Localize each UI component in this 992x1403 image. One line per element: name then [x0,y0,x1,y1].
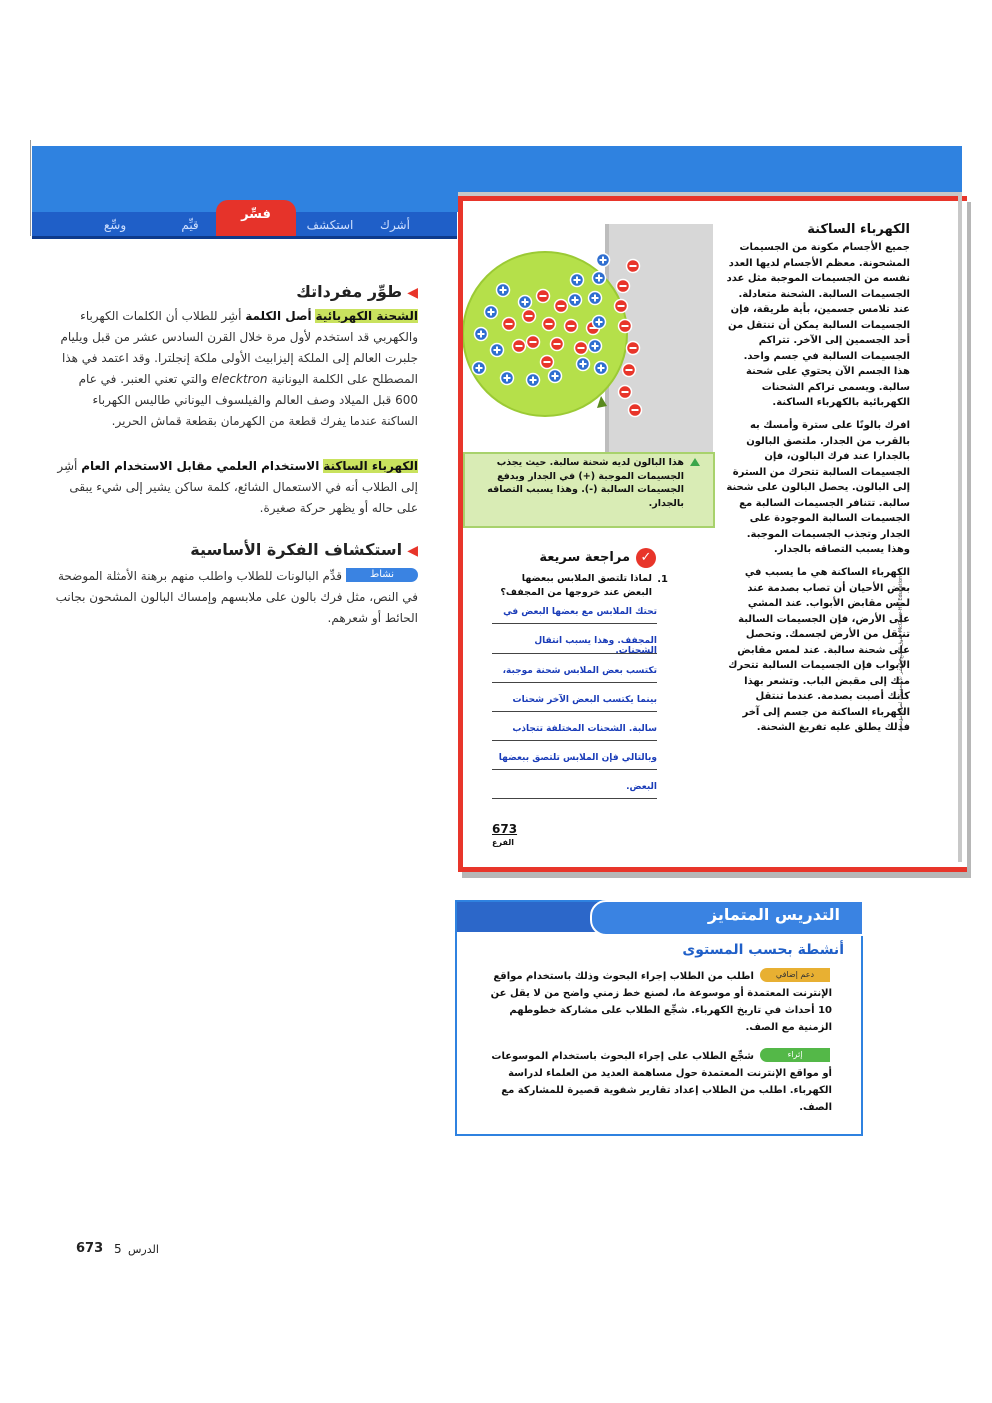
negative-charge-icon-sign [546,323,553,325]
caption-triangle-icon [690,458,700,466]
tab-extend[interactable]: وسِّع [103,218,127,232]
positive-charge-icon-sign-v [480,331,482,338]
answer-line-3: تكتسب بعض الملابس شحنة موجبة، [502,666,657,676]
negative-charge-icon-sign [622,325,629,327]
negative-charge-icon-sign [506,323,513,325]
student-para-1: جميع الأجسام مكونة من الجسيمات المشحونة. معظم الأجسام لديها العدد نفسه من الجسيمات الموجبة مثل عدد الجسيمات السالبة. الشحنة متعادلة. عند تلامس جسمين، بأية طريقة، فإن الجسيمات السالبة يمكن أن تنتقل من أحد الجسمين إلى الآخر. تتراكم الجسيمات السالبة في جسم واحد. هذا الجسم الآن يحتوي على شحنة سالبة. ويسمى تراكم الشحنات الكهربائية بالكهرباء الساكنة. [726,242,910,408]
positive-charge-icon-sign-v [524,299,526,306]
support-text: اطلب من الطلاب إجراء البحوث وذلك باستخدام مواقع الإنترنت المعتمدة أو موسوعة ما، لصنع خط زمني واضح من لا يقل عن 10 أحداث في تاريخ الكهرباء. شجِّع الطلاب على مشاركة خطوطهم الزمنية مع الصف. [490,971,832,1033]
answer-line-7: البعض. [626,782,657,792]
positive-charge-icon-sign-v [502,287,504,294]
explore-section-heading: ◀ استكشاف الفكرة الأساسية [190,540,418,559]
student-page-title: الكهرباء الساكنة [807,222,910,237]
negative-charge-icon-sign [620,285,627,287]
positive-charge-icon-sign-v [478,365,480,372]
positive-charge-icon-sign-v [574,297,576,304]
positive-charge-icon-sign-v [594,343,596,350]
answer-rule-7 [492,797,657,799]
vocab-text-1b: والتي تعني العنبر. في عام 600 قبل الميلاد وصف العالم والفيلسوف اليوناني طاليس الكهرباء الساكنة عندما يفرك قطعة من الكهرمان بقطعة قماش الحرير. [78,372,418,428]
explore-text: قدِّم البالونات للطلاب واطلب منهم برهنة الأمثلة الموضحة في النص، مثل فرك بالون على ملابسهم وإمساك البالون المشحون بجانب الحائط أو شعرهم. [55,569,418,625]
tab-evaluate[interactable]: قيِّم [181,218,199,232]
vocab-term-1: الشحنة الكهربائية [315,309,418,323]
negative-charge-icon-sign [578,347,585,349]
negative-charge-icon-sign [618,305,625,307]
answer-rule-1 [492,622,657,624]
answer-rule-6 [492,768,657,770]
student-para-3: الكهرباء الساكنة هي ما يسبب في بعض الأحيان أن تصاب بصدمة عند لمس مقابض الأبواب. عند المشي على الأرض، فإن الجسيمات السالبة تنتقل من الأرض لجسمك. وتحصل على شحنة سالبة. عند لمس مقابض الأبواب فإن الجسيمات السالبة تتحرك منك إلى مقبض الباب. وتشعر بهذا كأنك أصبت بصدمة. عندما تنتقل الكهرباء الساكنة من جسم إلى آخر فذلك يطلق عليه تفريغ الشحنة. [728,567,910,733]
vocab-entry-1 [52,306,418,432]
positive-charge-icon-sign-v [600,365,602,372]
vocab-greek-word: elecktron [211,372,268,386]
negative-charge-icon-sign [544,361,551,363]
balloon-wall-illustration [463,224,713,452]
positive-charge-icon-sign-v [532,377,534,384]
negative-charge-icon-sign [626,369,633,371]
student-page-label: الفرع [492,838,514,847]
student-para-2: افرك بالونًا على سترة وأمسك به بالقرب من الجدار. ملتصق البالون بالجدارا عند فرك البالون، فإن الجسيمات السالبة تتحرك من السترة إلى البالون. يحصل البالون على شحنة سالبة. تتنافر الجسيمات السالبة مع الجسيمات السالبة الموجودة على الجدار وتجذب الجسيمات الموجبة. وهذا يسبب التصاقه بالجدار. [726,420,910,555]
vocab-entry-2 [52,456,418,519]
positive-charge-icon-sign-v [506,375,508,382]
positive-charge-icon-sign-v [582,361,584,368]
negative-charge-icon-sign [558,305,565,307]
vocab-label-1: أصل الكلمة [245,309,312,323]
vocab-term-2: الكهرباء الساكنة [323,459,418,473]
tab-explain[interactable]: فسِّر [216,200,296,236]
quick-check-question: لماذا تلتصق الملابس ببعضها البعض عند خروجها من المجفف؟ [500,573,652,598]
differentiated-header: التدريس المتمايز [707,905,840,924]
positive-charge-icon-sign-v [490,309,492,316]
negative-charge-icon-sign [630,347,637,349]
positive-charge-icon-sign-v [554,373,556,380]
tab-explore[interactable]: استكشف [306,218,354,232]
positive-charge-icon-sign-v [594,295,596,302]
footer-lesson-label: الدرس [128,1243,159,1256]
activity-badge: نشاط [346,568,418,582]
footer-page-number: 673 [76,1241,104,1256]
question-number: 1. [657,574,668,585]
checkmark-icon: ✓ [636,548,656,568]
answer-rule-4 [492,710,657,712]
student-page-number: 673 [492,822,518,836]
positive-charge-icon-sign-v [602,257,604,264]
differentiated-title: أنشطة بحسب المستوى [682,942,844,958]
page-gray-edge [958,196,962,862]
heading-arrow-icon: ◀ [407,285,418,301]
negative-charge-icon-sign [530,341,537,343]
tab-connect[interactable]: أشرك [380,218,410,232]
margin-line [30,140,31,236]
answer-line-1: تحتك الملابس مع بعضها البعض في [503,607,657,617]
answer-rule-2 [492,652,657,654]
vocab-text-2: أشِر إلى الطلاب أنه في الاستعمال الشائع، كلمة ساكن يشير إلى شيء يبقى على حاله أو يظهر حركة صغيرة. [57,459,418,515]
negative-charge-icon-sign [540,295,547,297]
answer-line-2: المجفف. وهذا يسبب انتقال الشحنات. [534,636,657,656]
answer-rule-3 [492,681,657,683]
negative-charge-icon-sign [632,409,639,411]
support-badge: دعم إضافي [760,968,830,982]
answer-line-4: بينما يكتسب البعض الآخر شحنات [512,695,657,705]
positive-charge-icon-sign-v [576,277,578,284]
answer-rule-5 [492,739,657,741]
negative-charge-icon-sign [622,391,629,393]
side-copyright: حقوق الطبع والنشر © محفوظة لصالح مؤسسة McGraw-Hill Education [898,575,904,732]
enrichment-text: شجِّع الطلاب على إجراء البحوث باستخدام الموسوعات أو مواقع الإنترنت المعتمدة حول مساهمة العديد من العلماء لدراسة الكهرباء. اطلب من الطلاب إعداد تقارير شفوية قصيرة للمشاركة مع الصف. [491,1051,832,1113]
enrichment-badge: إثراء [760,1048,830,1062]
positive-charge-icon-sign-v [598,275,600,282]
quick-check-title: مراجعة سريعة [539,550,630,565]
footer-lesson-number: 5 [114,1242,122,1256]
negative-charge-icon-sign [554,343,561,345]
vocab-text-1: أشِر للطلاب أن الكلمات الكهرباء والكهربي قد استخدم لأول مرة خلال القرن السادس عشر من قبل ويليام جلبرت العالم إلى الملكة إليزابيث الأولى ملكة إنجلترا. وقد اعتمد في هذا المصطلح على الكلمة اليونانية [60,309,418,386]
positive-charge-icon-sign-v [496,347,498,354]
negative-charge-icon-sign [630,265,637,267]
answer-line-5: سالبة. الشحنات المختلفة تتجاذب [512,724,657,734]
answer-line-6: وبالتالي فإن الملابس تلتصق ببعضها [498,753,657,763]
negative-charge-icon-sign [526,315,533,317]
vocab-label-2: الاستخدام العلمي مقابل الاستخدام العام [81,459,320,473]
positive-charge-icon-sign-v [598,319,600,326]
negative-charge-icon-sign [516,345,523,347]
negative-charge-icon-sign [568,325,575,327]
vocab-section-heading: ◀ طوِّر مفرداتك [296,282,418,301]
heading-arrow-icon: ◀ [407,543,418,559]
figure-caption: هذا البالون لديه شحنة سالبة. حيث يجذب الجسيمات الموجبة (+) في الجدار ويدفع الجسيمات السالبة (-). وهذا يسبب التصاقه بالجدار. [487,457,684,509]
